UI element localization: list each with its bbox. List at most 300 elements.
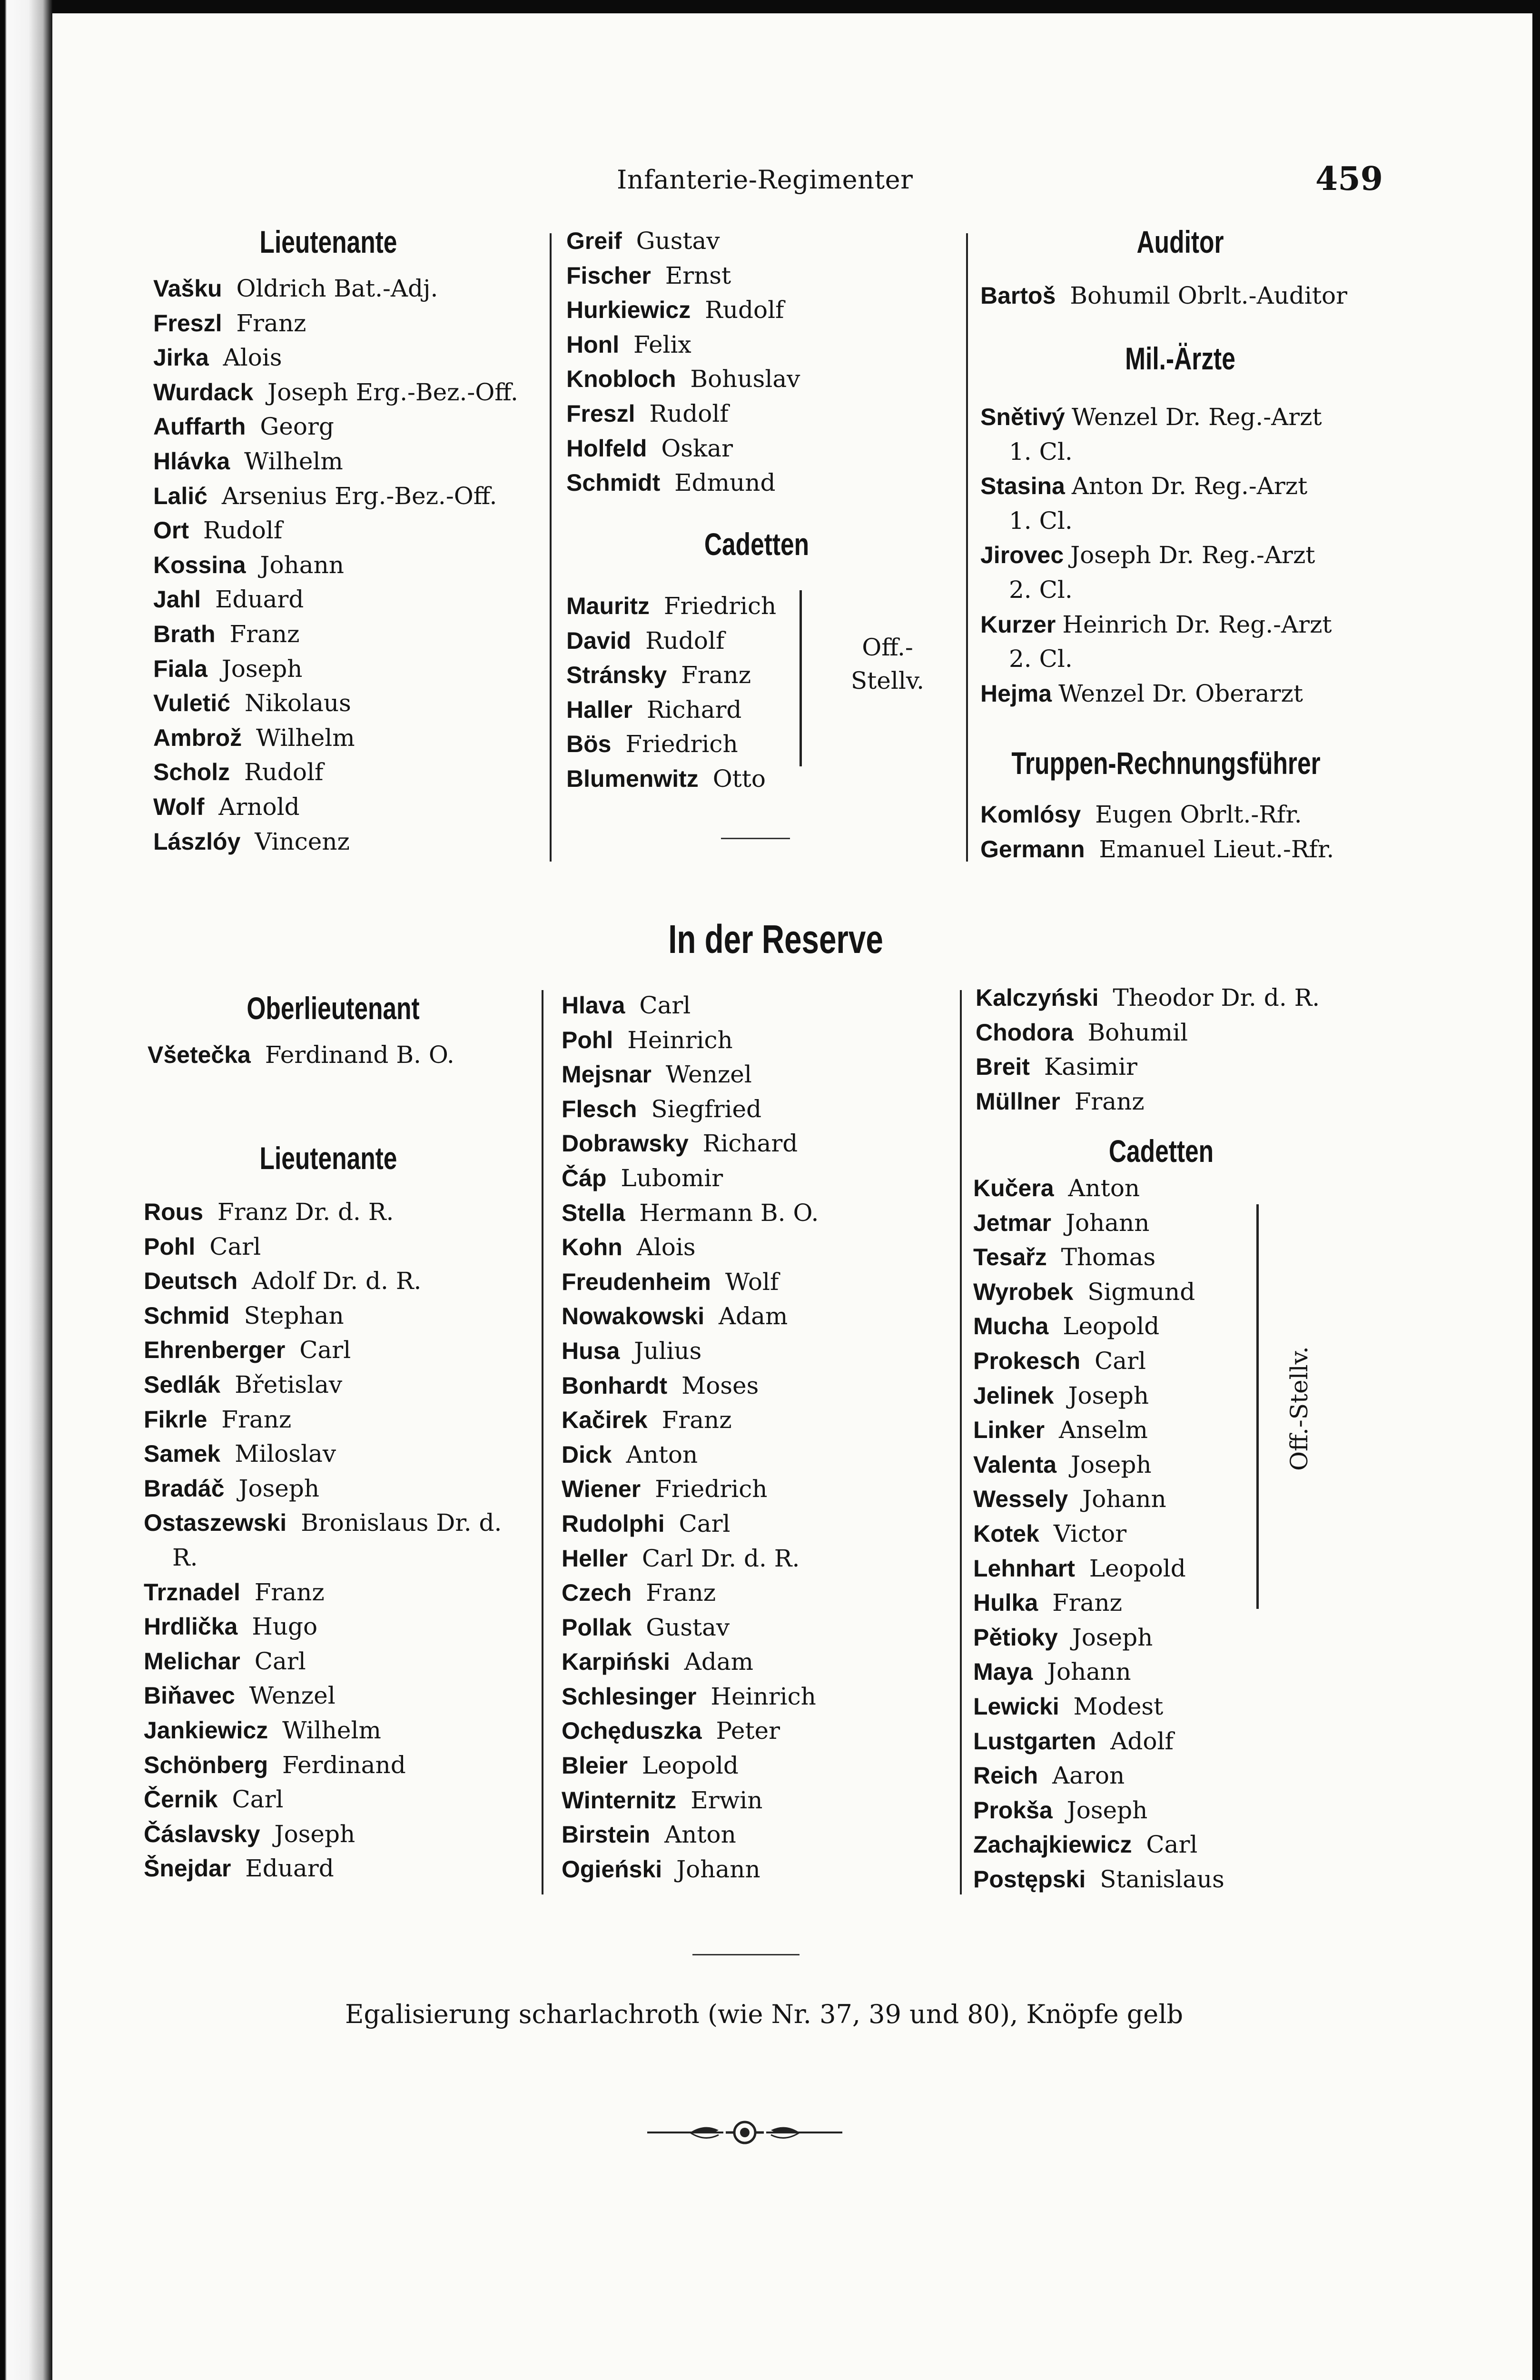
given-name-and-rank: Franz bbox=[228, 309, 306, 337]
surname: Pětioky bbox=[973, 1624, 1058, 1651]
continuation-line: 2. Cl. bbox=[1009, 645, 1073, 673]
list-item bbox=[566, 762, 776, 796]
given-name-and-rank: Johann bbox=[1058, 1209, 1150, 1237]
list-item bbox=[144, 1299, 502, 1333]
given-name-and-rank: Franz bbox=[247, 1578, 325, 1606]
surname: Dobrawsky bbox=[562, 1130, 689, 1157]
surname: Hejma bbox=[980, 680, 1052, 707]
given-name-and-rank: Franz bbox=[214, 1405, 292, 1433]
list-item bbox=[973, 1344, 1224, 1378]
list-item bbox=[144, 1437, 502, 1471]
surname: Müllner bbox=[976, 1088, 1060, 1115]
given-name-and-rank: Carl Dr. d. R. bbox=[634, 1544, 800, 1572]
given-name-and-rank: Leopold bbox=[634, 1752, 739, 1780]
list-item bbox=[562, 1817, 819, 1852]
given-name-and-rank: Carl bbox=[671, 1509, 731, 1537]
list-item bbox=[144, 1851, 502, 1886]
surname: Kurzer bbox=[980, 611, 1056, 638]
given-name-and-rank: Aaron bbox=[1045, 1762, 1125, 1790]
given-name-and-rank: Leopold bbox=[1081, 1554, 1186, 1582]
surname: Honl bbox=[566, 331, 620, 358]
surname: Sedlák bbox=[144, 1371, 221, 1398]
list-item bbox=[562, 1023, 819, 1058]
given-name-and-rank: Siegfried bbox=[643, 1095, 762, 1123]
given-name-and-rank: Joseph bbox=[1064, 1623, 1153, 1651]
surname: Zachajkiewicz bbox=[973, 1831, 1132, 1858]
given-name-and-rank: Carl bbox=[202, 1232, 261, 1260]
given-name-and-rank: Adolf bbox=[1103, 1727, 1174, 1755]
given-name-and-rank: Hermann B. O. bbox=[632, 1199, 819, 1227]
list-item bbox=[148, 1038, 454, 1072]
list-item bbox=[973, 1171, 1224, 1206]
surname: Hulka bbox=[973, 1589, 1038, 1616]
surname: Reich bbox=[973, 1762, 1038, 1789]
given-name-and-rank: Modest bbox=[1066, 1692, 1164, 1720]
list-item bbox=[144, 1748, 502, 1783]
given-name-and-rank: Johann bbox=[252, 551, 344, 579]
surname: Kačirek bbox=[562, 1407, 648, 1434]
surname: Maya bbox=[973, 1658, 1033, 1686]
given-name-and-rank: Carl bbox=[292, 1336, 351, 1364]
surname: Holfeld bbox=[566, 435, 647, 462]
surname: Lewicki bbox=[973, 1693, 1059, 1720]
surname: Hurkiewicz bbox=[566, 297, 691, 324]
surname: Kotek bbox=[973, 1520, 1039, 1547]
section-title-reserve-lieutenante: Lieutenante bbox=[259, 1140, 397, 1176]
given-name-and-rank: Carl bbox=[224, 1785, 284, 1814]
list-item bbox=[144, 1713, 502, 1748]
given-name-and-rank: Ferdinand bbox=[275, 1751, 406, 1779]
given-name-and-rank: Gustav bbox=[628, 227, 720, 255]
surname: Hlava bbox=[562, 992, 625, 1019]
surname: Vuletić bbox=[153, 690, 231, 717]
list-item bbox=[153, 340, 518, 375]
surname: Flesch bbox=[562, 1095, 637, 1122]
surname: Trznadel bbox=[144, 1578, 240, 1606]
list-item bbox=[973, 1448, 1224, 1482]
given-name-and-rank: Felix bbox=[626, 330, 691, 358]
list-item bbox=[144, 1195, 502, 1230]
list-item bbox=[566, 397, 800, 431]
surname: Komlósy bbox=[980, 801, 1081, 828]
surname: Ostaszewski bbox=[144, 1509, 287, 1537]
surname: Lustgarten bbox=[973, 1727, 1096, 1755]
given-name-and-rank: Bohumil Obrlt.-Auditor bbox=[1062, 282, 1347, 309]
surname: Ort bbox=[153, 517, 189, 544]
surname: Wessely bbox=[973, 1486, 1068, 1513]
reserve-lieutenante-col3 bbox=[976, 981, 1320, 1119]
list-item bbox=[562, 1299, 819, 1334]
given-name-and-rank: Moses bbox=[674, 1371, 759, 1399]
surname: Bonhardt bbox=[562, 1372, 668, 1399]
list-item bbox=[144, 1264, 502, 1299]
surname: Jelinek bbox=[973, 1382, 1054, 1409]
continuation-line: 1. Cl. bbox=[1009, 506, 1073, 535]
list-item bbox=[153, 790, 518, 824]
given-name-and-rank: Joseph bbox=[214, 654, 303, 683]
running-header-title: Infanterie-Regimenter bbox=[617, 165, 913, 195]
list-item bbox=[562, 1230, 819, 1265]
list-item bbox=[566, 693, 776, 727]
surname: Kossina bbox=[153, 551, 246, 578]
given-name-and-rank: Wilhelm bbox=[275, 1716, 381, 1744]
fleuron-ornament-icon bbox=[642, 2116, 847, 2149]
list-item bbox=[562, 1438, 819, 1472]
auditor-list bbox=[980, 278, 1347, 313]
given-name-and-rank: Johann bbox=[669, 1855, 760, 1883]
given-name-and-rank: Franz bbox=[1066, 1087, 1145, 1115]
given-name-and-rank: Stephan bbox=[236, 1301, 344, 1329]
surname: Hrdlička bbox=[144, 1613, 238, 1640]
surname: Ehrenberger bbox=[144, 1337, 286, 1364]
surname: Prokša bbox=[973, 1796, 1053, 1824]
surname: Jirka bbox=[153, 344, 209, 371]
cadetten-note-line1: Off.- bbox=[862, 634, 913, 661]
surname: Czech bbox=[562, 1579, 632, 1606]
given-name-and-rank: Edmund bbox=[667, 469, 776, 497]
book-spine-edge bbox=[0, 0, 52, 2380]
section-title-oberlieutenant: Oberlieutenant bbox=[247, 991, 420, 1026]
surname: Kučera bbox=[973, 1175, 1054, 1201]
surname: Šnejdar bbox=[144, 1855, 231, 1882]
given-name-and-rank: Eugen Obrlt.-Rfr. bbox=[1087, 801, 1302, 828]
surname: Lehnhart bbox=[973, 1555, 1075, 1582]
surname: Ogieński bbox=[562, 1855, 662, 1883]
list-item bbox=[566, 362, 800, 397]
given-name-and-rank: Theodor Dr. d. R. bbox=[1105, 984, 1320, 1012]
surname: Wiener bbox=[562, 1476, 641, 1503]
surname: Brath bbox=[153, 620, 216, 647]
surname: Wurdack bbox=[153, 378, 254, 406]
given-name-and-rank: Friedrich bbox=[656, 592, 777, 620]
surname: Stasina bbox=[980, 473, 1065, 500]
given-name-and-rank: Franz bbox=[654, 1406, 732, 1434]
list-item bbox=[562, 1645, 819, 1679]
given-name-and-rank: Heinrich bbox=[620, 1026, 733, 1054]
given-name-and-rank: Vincenz bbox=[247, 827, 350, 855]
given-name-and-rank: Anton bbox=[657, 1821, 736, 1849]
column-divider bbox=[550, 233, 552, 862]
surname: Freszl bbox=[153, 309, 222, 337]
surname: Postępski bbox=[973, 1865, 1086, 1893]
list-item bbox=[562, 1092, 819, 1127]
cadetten-list bbox=[566, 589, 776, 796]
list-item bbox=[973, 1413, 1224, 1448]
given-name-and-rank: Anton Dr. Reg.-Arzt bbox=[1071, 472, 1308, 500]
oberlieutenant-list bbox=[148, 1038, 454, 1072]
surname: Schlesinger bbox=[562, 1683, 697, 1710]
list-item bbox=[973, 1378, 1224, 1413]
section-title-rechnungsfuehrer: Truppen-Rechnungsführer bbox=[1011, 745, 1321, 781]
surname: David bbox=[566, 627, 632, 654]
surname: Bös bbox=[566, 731, 612, 758]
list-item bbox=[566, 466, 800, 500]
surname: Germann bbox=[980, 835, 1085, 863]
list-item bbox=[153, 513, 518, 548]
given-name-and-rank: Miloslav bbox=[227, 1440, 336, 1468]
given-name-and-rank: Carl bbox=[632, 992, 691, 1019]
column-divider bbox=[542, 990, 543, 1894]
list-item bbox=[153, 824, 518, 859]
surname: Jahl bbox=[153, 586, 201, 613]
list-item bbox=[153, 755, 518, 790]
given-name-and-rank: Wenzel bbox=[658, 1061, 752, 1089]
cadetten-note-line2: Stellv. bbox=[850, 667, 925, 694]
list-item bbox=[973, 1620, 1224, 1655]
list-item bbox=[562, 1057, 819, 1092]
given-name-and-rank: Oskar bbox=[653, 434, 733, 462]
given-name-and-rank: Bohumil bbox=[1080, 1018, 1188, 1046]
list-item bbox=[153, 582, 518, 617]
surname: Jankiewicz bbox=[144, 1716, 268, 1744]
surname: Haller bbox=[566, 696, 632, 723]
surname: Všetečka bbox=[148, 1041, 251, 1068]
given-name-and-rank: Erwin bbox=[683, 1786, 763, 1814]
list-item bbox=[144, 1471, 502, 1506]
surname: Birstein bbox=[562, 1821, 651, 1848]
mil-aerzte-list bbox=[980, 400, 1371, 711]
surname: Rudolphi bbox=[562, 1510, 665, 1537]
given-name-and-rank: Carl bbox=[247, 1647, 306, 1675]
list-item bbox=[566, 727, 776, 762]
given-name-and-rank: Nikolaus bbox=[237, 689, 351, 717]
given-name-and-rank: Břetislav bbox=[227, 1370, 343, 1398]
surname: Freudenheim bbox=[562, 1268, 711, 1295]
surname: Schmid bbox=[144, 1302, 230, 1329]
given-name-and-rank: Stanislaus bbox=[1092, 1865, 1224, 1893]
given-name-and-rank: Joseph bbox=[1059, 1796, 1148, 1824]
surname: Scholz bbox=[153, 759, 230, 786]
surname: Rous bbox=[144, 1199, 203, 1225]
surname: Lalić bbox=[153, 482, 207, 509]
given-name-and-rank: Friedrich bbox=[618, 730, 738, 758]
list-item bbox=[973, 1586, 1224, 1620]
surname: Mauritz bbox=[566, 593, 650, 619]
list-item bbox=[562, 1576, 819, 1610]
surname: Winternitz bbox=[562, 1786, 677, 1814]
list-item bbox=[980, 469, 1371, 538]
given-name-and-rank: Carl bbox=[1087, 1347, 1146, 1375]
list-item bbox=[562, 1507, 819, 1541]
reserve-cadetten-brace bbox=[1237, 1204, 1259, 1609]
given-name-and-rank: Franz bbox=[1045, 1589, 1123, 1617]
given-name-and-rank: Oldrich Bat.-Adj. bbox=[228, 275, 438, 302]
given-name-and-rank: Adolf Dr. d. R. bbox=[244, 1267, 422, 1295]
list-item bbox=[973, 1240, 1224, 1275]
list-item bbox=[144, 1506, 502, 1575]
list-item bbox=[562, 988, 819, 1023]
surname: Melichar bbox=[144, 1647, 240, 1675]
given-name-and-rank: Heinrich bbox=[703, 1682, 816, 1710]
list-item bbox=[973, 1309, 1224, 1344]
list-item bbox=[566, 589, 776, 624]
surname: Stella bbox=[562, 1199, 625, 1226]
given-name-and-rank: Wenzel Dr. Reg.-Arzt bbox=[1071, 403, 1322, 431]
surname: Hlávka bbox=[153, 447, 230, 475]
list-item bbox=[973, 1551, 1224, 1586]
given-name-and-rank: Anselm bbox=[1051, 1416, 1148, 1444]
page-number: 459 bbox=[1315, 160, 1383, 198]
surname: Linker bbox=[973, 1417, 1045, 1444]
list-item bbox=[566, 431, 800, 466]
surname: Mejsnar bbox=[562, 1061, 652, 1088]
list-item bbox=[566, 224, 800, 258]
given-name-and-rank: Wolf bbox=[717, 1268, 779, 1296]
surname: Tesařz bbox=[973, 1244, 1047, 1271]
list-item bbox=[144, 1368, 502, 1402]
surname: Breit bbox=[976, 1053, 1030, 1081]
list-item bbox=[562, 1783, 819, 1818]
given-name-and-rank: Bohuslav bbox=[682, 365, 800, 393]
list-item bbox=[562, 1368, 819, 1403]
list-item bbox=[980, 400, 1371, 469]
surname: Pohl bbox=[144, 1233, 196, 1260]
surname: Ochęduszka bbox=[562, 1717, 702, 1745]
continuation-line: 2. Cl. bbox=[1009, 575, 1073, 604]
surname: Schönberg bbox=[144, 1751, 268, 1778]
list-item bbox=[144, 1333, 502, 1368]
list-item bbox=[980, 607, 1371, 676]
given-name-and-rank: Rudolf bbox=[697, 296, 784, 324]
list-item bbox=[566, 658, 776, 693]
given-name-and-rank: Otto bbox=[705, 764, 766, 793]
surname: Lászlóy bbox=[153, 828, 241, 855]
list-item bbox=[153, 652, 518, 686]
given-name-and-rank: Victor bbox=[1046, 1519, 1127, 1547]
list-item bbox=[973, 1275, 1224, 1309]
surname: Pohl bbox=[562, 1026, 613, 1053]
given-name-and-rank: Alois bbox=[215, 344, 282, 372]
given-name-and-rank: Friedrich bbox=[647, 1475, 768, 1503]
given-name-and-rank: Anton bbox=[1060, 1174, 1140, 1202]
surname: Wolf bbox=[153, 793, 205, 820]
given-name-and-rank: Ernst bbox=[657, 261, 731, 289]
lieutenante-continued-list bbox=[566, 224, 800, 500]
given-name-and-rank: Alois bbox=[629, 1233, 696, 1261]
list-item bbox=[562, 1714, 819, 1748]
list-item bbox=[562, 1196, 819, 1230]
given-name-and-rank: Anton bbox=[618, 1440, 698, 1468]
surname: Kohn bbox=[562, 1234, 622, 1261]
given-name-and-rank: Heinrich Dr. Reg.-Arzt bbox=[1062, 610, 1332, 638]
given-name-and-rank: Wenzel Dr. Oberarzt bbox=[1058, 679, 1303, 707]
list-item bbox=[976, 1084, 1320, 1119]
surname: Fikrle bbox=[144, 1406, 207, 1433]
given-name-and-rank: Johann bbox=[1039, 1658, 1131, 1686]
given-name-and-rank: Sigmund bbox=[1080, 1278, 1195, 1306]
surname: Bartoš bbox=[980, 282, 1056, 309]
surname: Mucha bbox=[973, 1313, 1049, 1340]
surname: Blumenwitz bbox=[566, 765, 699, 792]
list-item bbox=[980, 538, 1371, 607]
surname: Deutsch bbox=[144, 1268, 238, 1295]
surname: Pollak bbox=[562, 1614, 632, 1641]
given-name-and-rank: Joseph bbox=[1063, 1450, 1152, 1478]
section-title-mil-aerzte: Mil.-Ärzte bbox=[1125, 341, 1235, 376]
given-name-and-rank: Rudolf bbox=[237, 758, 324, 786]
surname: Fiala bbox=[153, 655, 207, 682]
list-item bbox=[153, 721, 518, 755]
list-item bbox=[976, 981, 1320, 1015]
surname: Husa bbox=[562, 1337, 620, 1364]
list-item bbox=[566, 293, 800, 327]
list-item bbox=[562, 1541, 819, 1576]
given-name-and-rank: Joseph bbox=[231, 1474, 320, 1502]
given-name-and-rank: Gustav bbox=[638, 1613, 730, 1641]
surname: Jirovec bbox=[980, 542, 1064, 569]
surname: Karpiński bbox=[562, 1648, 670, 1676]
surname: Stránsky bbox=[566, 662, 667, 689]
list-item bbox=[566, 327, 800, 362]
list-item bbox=[973, 1827, 1224, 1862]
surname: Biňavec bbox=[144, 1682, 235, 1709]
list-item bbox=[973, 1862, 1224, 1897]
surname: Schmidt bbox=[566, 469, 661, 496]
given-name-and-rank: Adam bbox=[711, 1302, 788, 1330]
given-name-and-rank: Hugo bbox=[244, 1613, 318, 1641]
given-name-and-rank: Franz bbox=[673, 661, 751, 689]
surname: Čáslavsky bbox=[144, 1820, 260, 1847]
reserve-lieutenante-col2 bbox=[562, 988, 819, 1886]
list-item bbox=[562, 1610, 819, 1645]
surname: Nowakowski bbox=[562, 1303, 705, 1330]
given-name-and-rank: Joseph Dr. Reg.-Arzt bbox=[1070, 541, 1315, 569]
footer-rule bbox=[692, 1954, 800, 1955]
surname: Greif bbox=[566, 228, 622, 254]
lieutenante-list bbox=[153, 271, 518, 859]
given-name-and-rank: Johann bbox=[1075, 1485, 1166, 1513]
surname: Auffarth bbox=[153, 413, 246, 440]
list-item bbox=[980, 832, 1334, 867]
given-name-and-rank: Wilhelm bbox=[248, 724, 355, 752]
list-item bbox=[976, 1050, 1320, 1084]
given-name-and-rank: Wilhelm bbox=[237, 447, 343, 475]
given-name-and-rank: Eduard bbox=[207, 585, 304, 614]
surname: Prokesch bbox=[973, 1347, 1081, 1374]
list-item bbox=[973, 1793, 1224, 1828]
given-name-and-rank: Lubomir bbox=[613, 1164, 723, 1192]
cadetten-brace bbox=[780, 590, 802, 766]
list-item bbox=[144, 1402, 502, 1437]
given-name-and-rank: Julius bbox=[626, 1337, 702, 1365]
list-item bbox=[973, 1655, 1224, 1689]
section-title-cadetten: Cadetten bbox=[704, 526, 809, 562]
list-item bbox=[144, 1609, 502, 1644]
list-item bbox=[144, 1782, 502, 1817]
list-item bbox=[562, 1403, 819, 1438]
list-item bbox=[144, 1644, 502, 1679]
given-name-and-rank: Kasimir bbox=[1036, 1053, 1137, 1081]
given-name-and-rank: Richard bbox=[639, 695, 742, 724]
list-item bbox=[973, 1724, 1224, 1759]
list-item bbox=[980, 278, 1347, 313]
list-item bbox=[980, 676, 1371, 711]
given-name-and-rank: Rudolf bbox=[642, 399, 729, 427]
given-name-and-rank: Franz bbox=[222, 620, 300, 648]
given-name-and-rank: Franz Dr. d. R. bbox=[210, 1198, 394, 1226]
given-name-and-rank: Georg bbox=[252, 413, 334, 441]
given-name-and-rank: Peter bbox=[708, 1717, 780, 1745]
surname: Knobloch bbox=[566, 366, 676, 393]
section-title-auditor: Auditor bbox=[1136, 224, 1224, 259]
surname: Černik bbox=[144, 1786, 218, 1813]
reserve-cadetten-note: Off.-Stellv. bbox=[1285, 1346, 1313, 1471]
list-item bbox=[153, 409, 518, 444]
list-item bbox=[973, 1206, 1224, 1240]
surname: Kalczyński bbox=[976, 984, 1099, 1011]
reserve-cadetten-list bbox=[973, 1171, 1224, 1896]
continuation-line: 1. Cl. bbox=[1009, 437, 1073, 466]
